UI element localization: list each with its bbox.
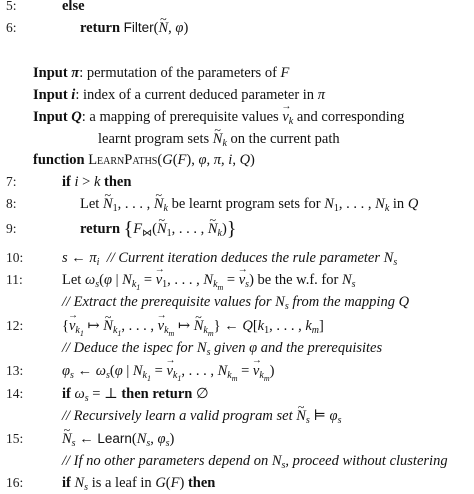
comment-deduce-line (0, 337, 474, 359)
line-code: learnt program sets ~ $N_k$ on the current path (98, 128, 340, 150)
input-q-line (0, 106, 474, 128)
algo-line-12 (0, 315, 474, 337)
algo-line-6 (0, 17, 474, 39)
line-number: 14: (6, 386, 24, 401)
line-code: $\varphi_s$ ← $\omega_s(\varphi$ | $N_{k_1}$ = → $v_{k_1}$, . . . , $N_{k_m}$ = → $v_{k_m}$) (62, 360, 274, 382)
line-code: {→ $v_{k_1}$ ↦ ~ $N_{k_1}$, . . . , → $v_{k_m}$ ↦ ~ $N_{k_m}$} ← $Q[k_1$, . . . , $k_m$] (62, 315, 324, 337)
line-number: 16: (6, 475, 24, 490)
line-code: Input π: permutation of the parameters of F (33, 65, 290, 81)
line-code: // Deduce the ispec for $N_s$ given φ and the prerequisites (62, 340, 383, 358)
line-number: 5: (6, 0, 17, 13)
algo-line-7 (0, 171, 474, 193)
line-code: Let ~ $N_1$, . . . , ~ $N_k$ be learnt program sets for $N_1$, . . . , $N_k$ in Q (80, 193, 418, 215)
line-code: return {$F_⋈(\sim$ $N_1$, . . . , ~ $N_k$)} (80, 218, 236, 240)
line-code: Input Q: a mapping of prerequisite values → $v_k$ and corresponding (33, 106, 404, 128)
algo-line-11 (0, 269, 474, 291)
algo-line-16 (0, 472, 474, 494)
comment-leaf-line (0, 450, 474, 472)
line-number: 13: (6, 363, 24, 378)
line-code: s ← $\pi_i$ // Current iteration deduces the rule parameter $N_s$ (62, 250, 398, 268)
line-code: ~ $N_s$ ← $Learn(N_s$, $\varphi_s$) (62, 428, 174, 450)
line-number: 8: (6, 196, 17, 211)
line-number: 10: (6, 250, 24, 265)
input-pi-line (0, 62, 474, 84)
line-code: return Filter(~ N, φ) (80, 17, 188, 39)
algo-line-15 (0, 428, 474, 450)
line-code: else (62, 0, 85, 14)
line-number: 12: (6, 318, 24, 333)
line-code: // If no other parameters depend on $N_s$, proceed without clustering (62, 453, 448, 471)
line-code: if $N_s$ is a leaf in G(F) then (62, 475, 216, 493)
line-number: 6: (6, 20, 17, 35)
line-code: // Recursively learn a valid program set ~ $N_s$ ⊨ $\varphi_s$ (62, 405, 341, 427)
line-code: Let $\omega_s(\varphi$ | $N_{k_1}$ = → $v_1$, . . . , $N_{k_m}$ = → $v_s$) be the w.f. for $N_s$ (62, 269, 356, 291)
line-code: Input i: index of a current deduced parameter in π (33, 87, 325, 103)
line-number: 9: (6, 221, 17, 236)
input-i-line (0, 84, 474, 106)
line-number: 11: (6, 272, 23, 287)
line-number: 7: (6, 174, 17, 189)
algo-line-14 (0, 383, 474, 405)
line-code: if i > k then (62, 174, 132, 190)
algo-line-5 (0, 0, 474, 17)
algo-line-13 (0, 360, 474, 382)
input-q-cont-line (0, 128, 474, 150)
algo-line-9 (0, 218, 474, 240)
function-header-line (0, 149, 474, 171)
line-code: // Extract the prerequisite values for $N_s$ from the mapping Q (62, 294, 410, 312)
line-code: if $\omega_s$ = ⊥ then return ∅ (62, 386, 209, 404)
line-code: function LearnPaths(G(F), φ, π, i, Q) (33, 152, 255, 168)
line-number: 15: (6, 431, 24, 446)
algo-line-8 (0, 193, 474, 215)
